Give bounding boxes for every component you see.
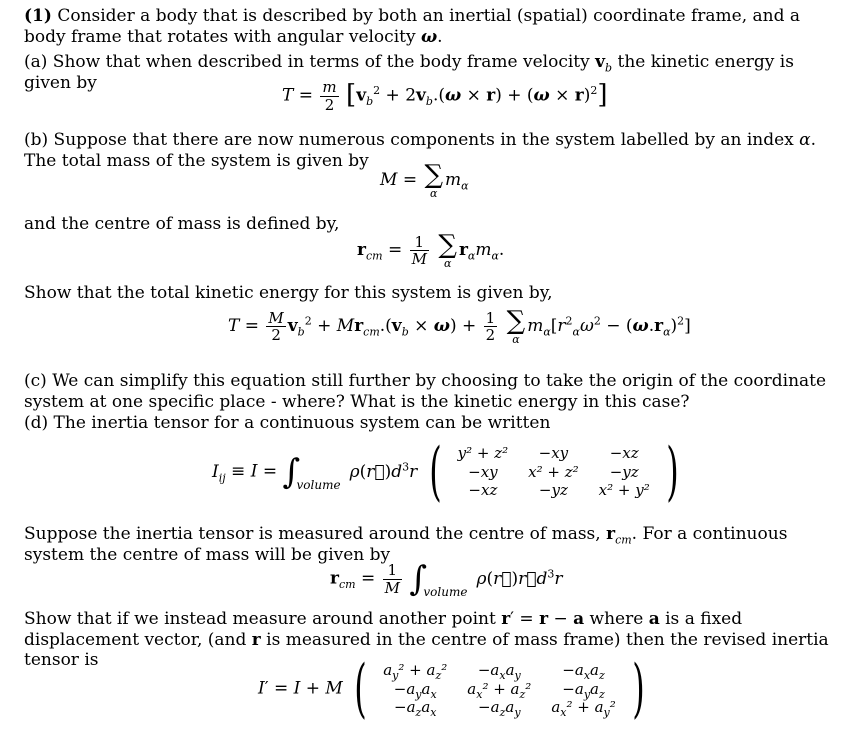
equation-centre-of-mass-continuous: $r_{cm}$ = $\frac{1}{M}$ ∫ volume $\rho(r⃗)r⃗d^3r$ [330, 559, 563, 600]
problem-intro: (1) Consider a body that is described by both an inertial (spatial) coordinate frame, and a body frame that rotates with angular velocity ω. [24, 6, 801, 47]
equation-inertia-tensor: $I_{ij} \equiv I$ = ∫ volume $\rho(r⃗)d^3r$ ( y² + z² −xy −xz −xy x² + z² −yz −xz −yz x² + y² ) [212, 440, 685, 504]
part-d-text-3: Show that if we instead measure around another point r′ = r − a where a is a fixed displacement vector, (and r is measured in the centre of mass frame) then the revised inertia tensor is [24, 609, 829, 671]
part-b-text-2: and the centre of mass is defined by, [24, 214, 340, 234]
displacement-matrix: ( $a_y^2 + a_z^2$ $-a_xa_y$ $-a_xa_z$ $-a_ya_x$ $a_x^2 + a_z^2$ $-a_ya_z$ $-a_za_x$ $-a_za_y$ $a_x^2 + a_y^2$ ) [354, 652, 645, 726]
equation-centre-of-mass: $r_{cm}$ = $\frac{1}{M}$ ∑ α $r_\alpha m_\alpha$. [357, 230, 505, 270]
part-a-text: (a) Show that when described in terms of the body frame velocity $v_b$ the kinetic energy is given by [24, 52, 794, 93]
part-b-text: (b) Suppose that there are now numerous components in the system labelled by an index α. The total mass of the system is given by [24, 130, 817, 171]
part-d-text: (d) The inertia tensor for a continuous system can be written [24, 413, 551, 433]
part-d-text-2: Suppose the inertia tensor is measured around the centre of mass, $r_{cm}$. For a continuous system the centre of mass will be given by [24, 524, 788, 565]
inertia-matrix: ( y² + z² −xy −xz −xy x² + z² −yz −xz −yz x² + y² ) [428, 435, 679, 509]
problem-number: (1) [24, 6, 52, 26]
equation-total-kinetic-energy: T = $\frac{M}{2}$ $v_b^2 + Mr_{cm}.(v_b \times \omega)$ + $\frac{1}{2}$ ∑ α $m_\alpha[r^2_\alpha\omega^2 - (\omega.r_\alpha)^2]$ [228, 306, 691, 346]
equation-a: T = $\frac{m}{2}$ $[v_b^2 + 2v_b.(\omega \times r) + (\omega \times r)^2]$ [282, 78, 608, 114]
equation-shifted-inertia-tensor: I′ = I + M ( $a_y^2 + a_z^2$ $-a_xa_y$ $-a_xa_z$ $-a_ya_x$ $a_x^2 + a_z^2$ $-a_ya_z$ $-a_za_x$ $-a_za_y$ $a_x^2 + a_y^2$ ) [258, 657, 651, 721]
equation-mass: M = ∑ α $m_\alpha$ [380, 160, 469, 200]
part-b-text-3: Show that the total kinetic energy for this system is given by, [24, 283, 553, 303]
part-c-text: (c) We can simplify this equation still further by choosing to take the origin of the coordinate system at one specific place - where? What is the kinetic energy in this case? [24, 371, 827, 412]
